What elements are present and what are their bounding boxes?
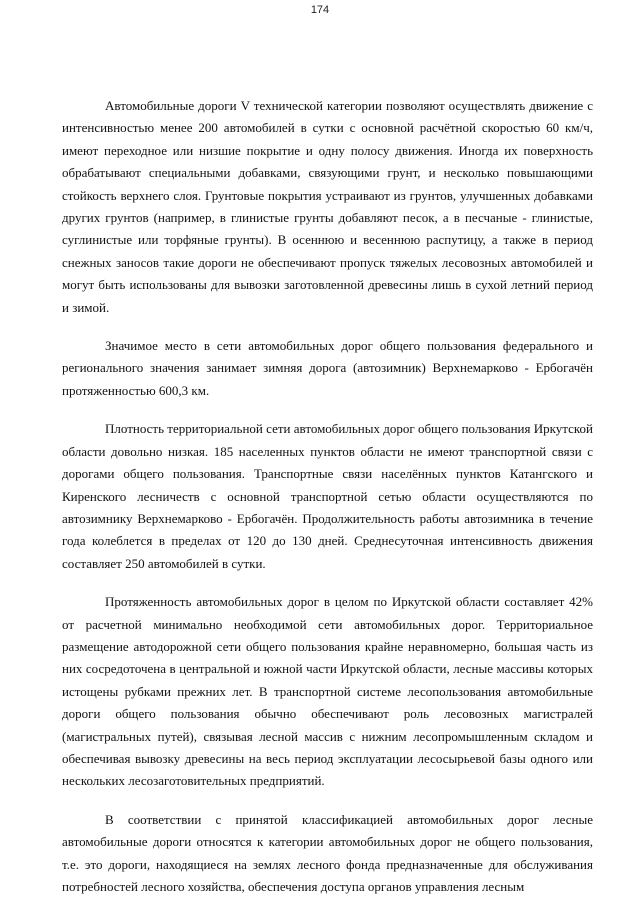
paragraph: Плотность территориальной сети автомобильных дорог общего пользования Иркутской области довольно низкая. 185 населенных пунктов области не имеют транспортной связи с дорогами общего пользования. Транспортные связи населённых пунктов Катангского и Киренского лесничеств с основной транспортной сетью области осуществляются по автозимнику Верхнемарково - Ербогачён. Продолжительность работы автозимника в течение года колеблется в пределах от 120 до 130 дней. Среднесуточная интенсивность движения составляет 250 автомобилей в сутки. (62, 421, 593, 571)
paragraph: Автомобильные дороги V технической категории позволяют осуществлять движение с интенсивностью менее 200 автомобилей в сутки с основной расчётной скоростью 60 км/ч, имеют переходное или низшие покрытие и одну полосу движения. Иногда их поверхность обрабатывают специальными добавками, связующими грунт, и несколько повышающими стойкость верхнего слоя. Грунтовые покрытия устраивают из грунтов, улучшенных добавками других грунтов (например, в глинистые грунты добавляют песок, а в песчаные - глинистые, суглинистые или торфяные грунты). В осеннюю и весеннюю распутицу, а также в период снежных заносов такие дороги не обеспечивают пропуск тяжелых лесовозных автомобилей и могут быть использованы для вывозки заготовленной древесины лишь в сухой летний период и зимой. (62, 98, 593, 315)
paragraph: Значимое место в сети автомобильных дорог общего пользования федерального и регионального значения занимает зимняя дорога (автозимник) Верхнемарково - Ербогачён протяженностью 600,3 км. (62, 338, 593, 398)
page-number: 174 (310, 4, 330, 16)
paragraph: В соответствии с принятой классификацией автомобильных дорог лесные автомобильные дороги относятся к категории автомобильных дорог не общего пользования, т.е. это дороги, находящиеся на землях лесного фонда предназначенные для обслуживания потребностей лесного хозяйства, обеспечения доступа органов управления лесным (62, 811, 593, 894)
paragraph: Протяженность автомобильных дорог в целом по Иркутской области составляет 42% от расчетной минимально необходимой сети автомобильных дорог. Территориальное размещение автодорожной сети общего пользования крайне неравномерно, большая часть из них сосредоточена в центральной и южной части Иркутской области, лесные массивы которых истощены рубками прежних лет. В транспортной системе лесопользования автомобильные дороги общего пользования обычно обеспечивают роль лесовозных магистралей (магистральных путей), связывая лесной массив с нижним лесопромышленным складом и обеспечивая вывозку древесины на весь период эксплуатации лесосырьевой базы одного или нескольких лесозаготовительных предприятий. (62, 594, 593, 789)
body-text (62, 95, 593, 898)
